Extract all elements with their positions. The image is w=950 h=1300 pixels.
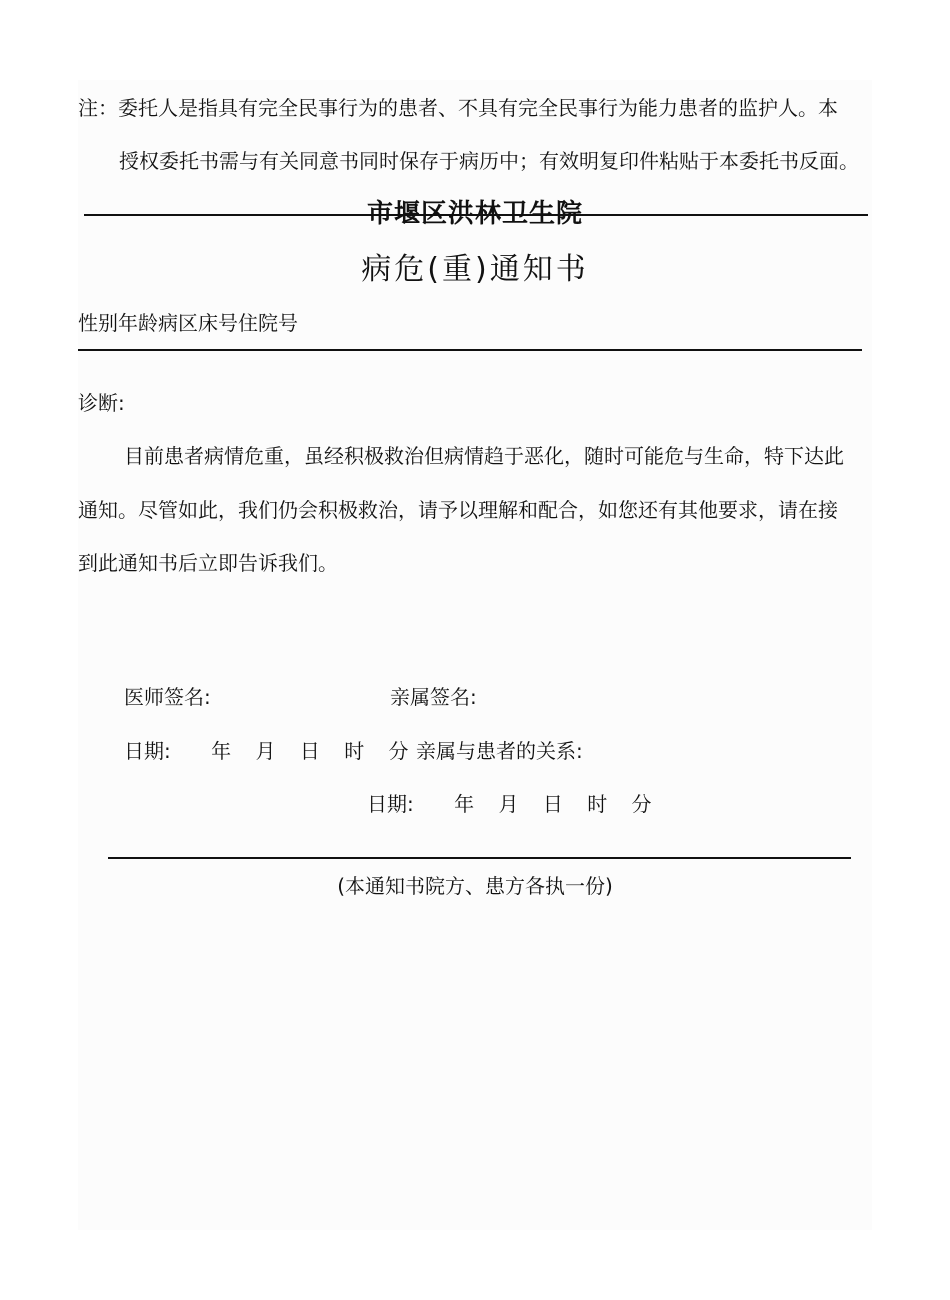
document-title: 病危(重)通知书 — [361, 252, 589, 287]
date-year: 年 — [211, 739, 232, 763]
family-date-row — [367, 792, 652, 816]
date-label: 日期: — [124, 739, 171, 763]
date-hour: 时 — [344, 739, 365, 763]
body-text-1: 目前患者病情危重，虽经积极救治但病情趋于恶化，随时可能危与生命，特下达此 — [124, 444, 844, 468]
body-line-2: 通知。尽管如此，我们仍会积极救治，请予以理解和配合，如您还有其他要求，请在接 — [78, 498, 838, 522]
date-minute: 分 — [631, 792, 652, 816]
relation-label: 亲属与患者的关系: — [416, 739, 583, 763]
date-day: 日 — [299, 739, 320, 763]
header-rule — [78, 349, 862, 351]
patient-fields: 性别年龄病区床号住院号 — [78, 311, 298, 335]
body-line-3: 到此通知书后立即告诉我们。 — [78, 551, 338, 575]
date-month: 月 — [255, 739, 276, 763]
date-month: 月 — [498, 792, 519, 816]
hospital-name: 市堰区洪林卫生院 — [366, 199, 583, 229]
date-label: 日期: — [367, 792, 414, 816]
body-line-1 — [78, 444, 844, 468]
note-line-1: 注：委托人是指具有完全民事行为的患者、不具有完全民事行为能力患者的监护人。本 — [78, 96, 838, 120]
date-year: 年 — [454, 792, 475, 816]
doctor-signature-label: 医师签名: — [124, 685, 211, 709]
diagnosis-label: 诊断: — [78, 391, 125, 415]
footer-note: (本通知书院方、患方各执一份) — [337, 874, 613, 898]
footer-rule — [108, 857, 851, 859]
family-signature-label: 亲属签名: — [390, 685, 477, 709]
date-hour: 时 — [587, 792, 608, 816]
doctor-date-row — [124, 739, 409, 763]
note-line-2: 授权委托书需与有关同意书同时保存于病历中；有效明复印件粘贴于本委托书反面。 — [119, 149, 859, 173]
date-minute: 分 — [388, 739, 409, 763]
date-day: 日 — [542, 792, 563, 816]
